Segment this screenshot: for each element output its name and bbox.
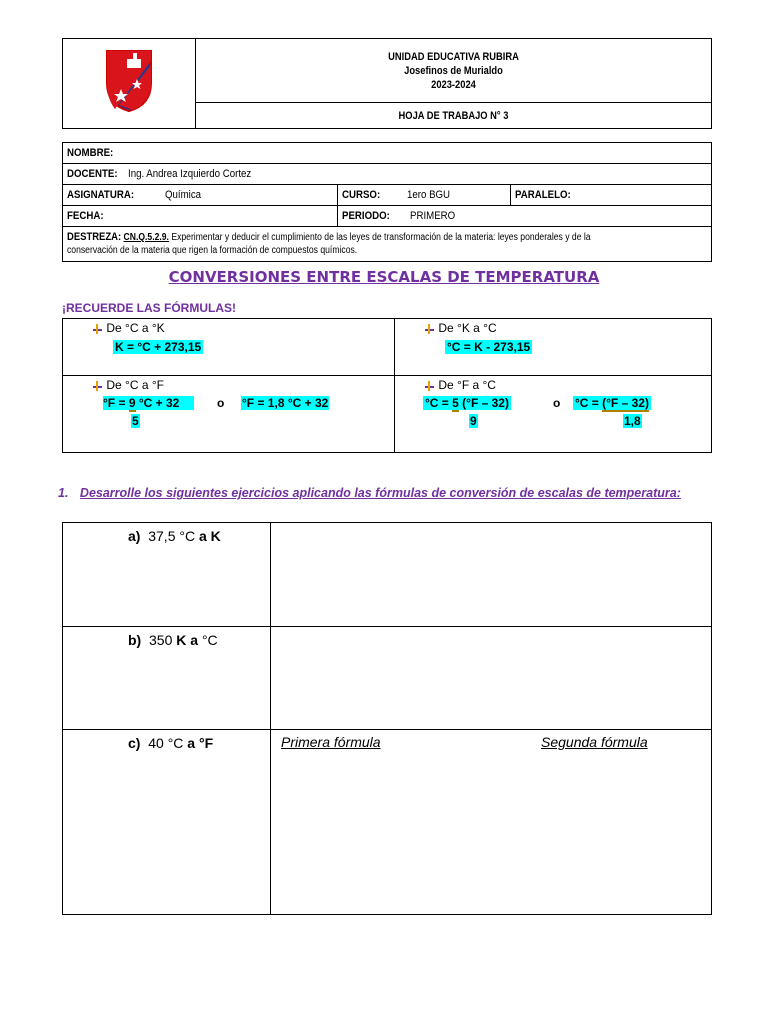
destreza-text-2: conservación de la materia que rigen la formación de compuestos químicos. — [67, 245, 358, 256]
docente-value: Ing. Andrea Izquierdo Cortez — [127, 168, 251, 180]
exercise-a — [63, 523, 271, 627]
school-name: UNIDAD EDUCATIVA RUBIRA — [388, 50, 519, 63]
header-table — [62, 38, 712, 129]
c-to-f-label: De °C a °F — [106, 378, 164, 392]
c-to-f-or: o — [217, 396, 225, 410]
destreza-cell — [63, 227, 712, 262]
exercise-c — [63, 730, 271, 915]
fecha-label: FECHA: — [67, 210, 104, 222]
exercise-a-value: 37,5 °C — [148, 528, 199, 544]
f-to-c-formula-1: °C = 5 (°F – 32) — [425, 396, 509, 410]
k-to-c-label: De °K a °C — [438, 321, 497, 335]
exercise-c-value: 40 °C — [148, 735, 188, 751]
instruction-text: Desarrolle los siguientes ejercicios aplicando las fórmulas de conversión de escalas de temperatura: — [79, 486, 681, 500]
nombre-label: NOMBRE: — [67, 147, 114, 159]
school-year: 2023-2024 — [431, 78, 476, 91]
student-info-table — [62, 142, 712, 262]
periodo-label: PERIODO: — [342, 210, 390, 222]
recuerde-heading: ¡RECUERDE LAS FÓRMULAS! — [62, 301, 236, 315]
formula-k-to-c — [395, 319, 712, 376]
formula-f-to-c — [395, 376, 712, 453]
docente-label: DOCENTE: — [67, 168, 118, 180]
worksheet-cell — [196, 103, 712, 129]
f-to-c-denominator-2: 1,8 — [624, 414, 641, 428]
primera-formula-label: Primera fórmula — [281, 734, 381, 750]
school-info-cell — [196, 39, 712, 103]
formula-c-to-f — [63, 376, 395, 453]
destreza-text-1: Experimentar y deducir el cumplimiento de las leyes de transformación de la materia: leyes ponderales y de la — [171, 232, 591, 243]
exercise-a-target: a K — [198, 528, 221, 544]
curso-label: CURSO: — [342, 189, 381, 201]
f-to-c-denominator: 9 — [470, 414, 477, 428]
destreza-label: DESTREZA: — [67, 231, 122, 243]
exercise-b-target: K a — [176, 632, 202, 648]
f-to-c-label: De °F a °C — [438, 378, 496, 392]
exercise-b — [63, 627, 271, 730]
thumbtack-icon — [423, 380, 435, 392]
instruction — [58, 486, 681, 500]
asignatura-value: Química — [165, 189, 202, 201]
c-to-f-formula-2: °F = 1,8 °C + 32 — [242, 396, 329, 410]
worksheet-title: HOJA DE TRABAJO N° 3 — [398, 109, 509, 122]
thumbtack-icon — [91, 380, 103, 392]
exercise-c-target: a °F — [187, 735, 214, 751]
periodo-value: PRIMERO — [410, 210, 456, 222]
instruction-number: 1. — [58, 486, 69, 500]
exercise-b-answer-area[interactable] — [271, 627, 712, 730]
formula-c-to-k — [63, 319, 395, 376]
destreza-code: CN.Q.5.2.9. — [123, 232, 169, 243]
curso-value: 1ero BGU — [407, 189, 451, 201]
school-subtitle: Josefinos de Murialdo — [404, 64, 503, 77]
asignatura-label: ASIGNATURA: — [67, 189, 135, 201]
c-to-k-label: De °C a °K — [106, 321, 165, 335]
thumbtack-icon — [423, 323, 435, 335]
exercise-b-value: 350 — [149, 632, 177, 648]
logo-cell — [63, 39, 196, 129]
exercises-table — [62, 522, 712, 915]
exercise-c-answer-area[interactable] — [271, 730, 712, 915]
thumbtack-icon — [91, 323, 103, 335]
formulas-table — [62, 318, 712, 453]
f-to-c-formula-2: °C = (°F – 32) — [575, 396, 649, 410]
c-to-f-formula-1: °F = 9 °C + 32 — [103, 396, 194, 410]
exercise-a-letter: a) — [128, 528, 141, 544]
school-crest-logo — [63, 39, 195, 123]
segunda-formula-label: Segunda fórmula — [541, 734, 648, 750]
exercise-b-letter: b) — [128, 632, 142, 648]
exercise-a-answer-area[interactable] — [271, 523, 712, 627]
paralelo-label: PARALELO: — [515, 189, 571, 201]
k-to-c-formula: °C = K - 273,15 — [447, 340, 531, 354]
exercise-b-unit: °C — [201, 632, 218, 648]
c-to-f-denominator: 5 — [132, 414, 139, 428]
f-to-c-or: o — [553, 396, 561, 410]
page-title: CONVERSIONES ENTRE ESCALAS DE TEMPERATURA — [168, 268, 600, 286]
exercise-c-letter: c) — [128, 735, 141, 751]
c-to-k-formula: K = °C + 273,15 — [115, 340, 202, 354]
